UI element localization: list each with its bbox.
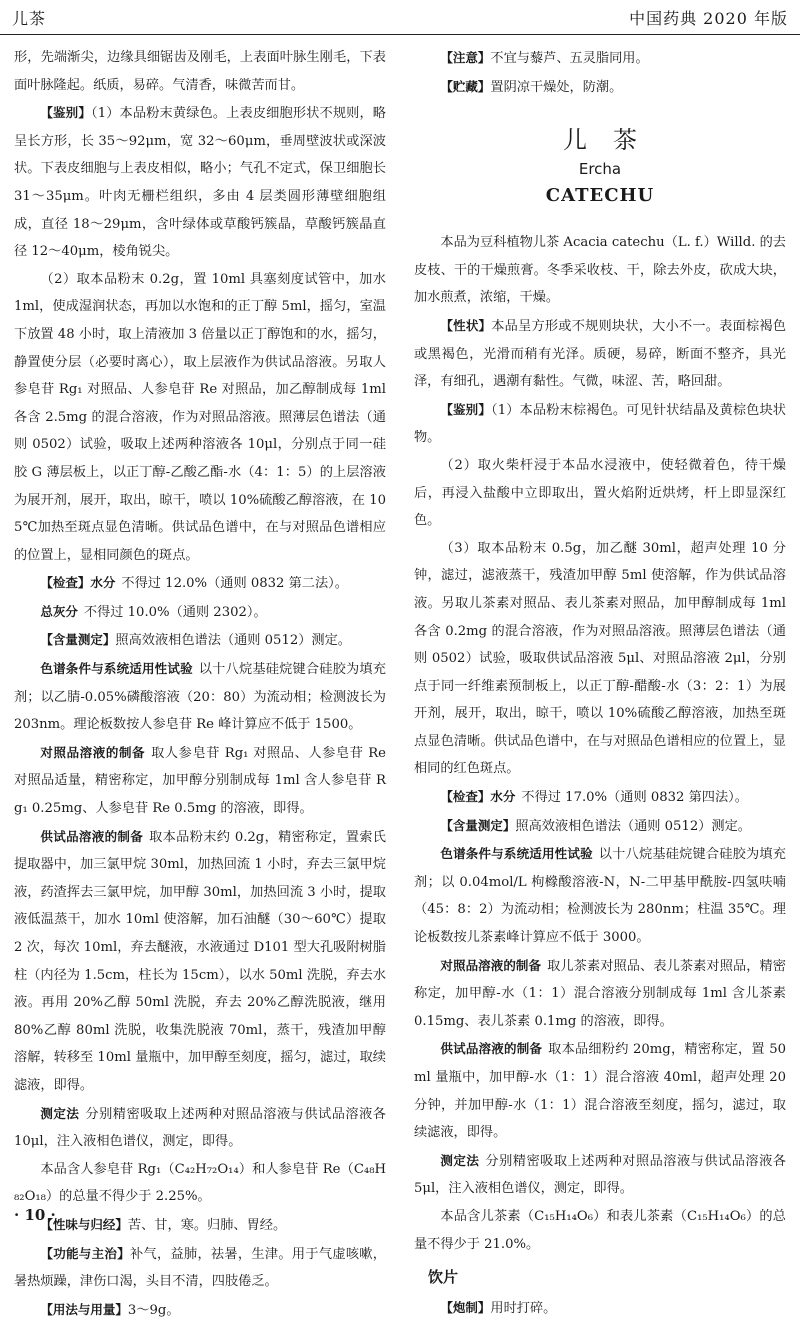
section-tag: 【含量测定】 bbox=[40, 632, 116, 648]
section-heading-decoction-pieces: 饮片 bbox=[428, 1268, 459, 1287]
paragraph: 对照品溶液的制备 取儿茶素对照品、表儿茶素对照品，精密称定，加甲醇-水（1：1）混合溶液分别制成每 1ml 含儿茶素 0.15mg、表儿茶素 0.1mg 的溶液，即得。 bbox=[414, 957, 786, 1029]
paragraph-identification: 【鉴别】（1）本品粉末棕褐色。可见针状结晶及黄棕色块状物。 bbox=[414, 401, 786, 446]
section-tag: 【性状】 bbox=[440, 317, 492, 333]
section-tag: 【用法与用量】 bbox=[40, 1301, 128, 1317]
paragraph: 测定法 分别精密吸取上述两种对照品溶液与供试品溶液各 10μl，注入液相色谱仪，测定，即得。 bbox=[14, 1105, 386, 1150]
subsection-label: 色谱条件与系统适用性试验 bbox=[40, 661, 193, 677]
section-tag: 【注意】 bbox=[440, 50, 491, 65]
paragraph-source: 本品为豆科植物儿茶 Acacia catechu（L. f.）Willd. 的去皮枝、干的干燥煎膏。冬季采收枝、干，除去外皮，砍成大块，加水煎煮，浓缩，干燥。 bbox=[414, 235, 786, 306]
left-column bbox=[14, 44, 386, 1324]
subsection-label: 对照品溶液的制备 bbox=[440, 957, 542, 973]
paragraph-caution: 【注意】不宜与藜芦、五灵脂同用。 bbox=[440, 50, 649, 66]
section-tag: 【检查】 bbox=[40, 575, 91, 591]
paragraph-processing: 【炮制】用时打碎。 bbox=[440, 1299, 557, 1316]
paragraph-assay: 【含量测定】照高效液相色谱法（通则 0512）测定。 bbox=[40, 632, 351, 649]
subsection-label: 供试品溶液的制备 bbox=[40, 828, 144, 844]
title-chinese: 儿茶 bbox=[563, 126, 663, 155]
page-number: · 10 · bbox=[14, 1206, 56, 1224]
paragraph-assay: 【含量测定】照高效液相色谱法（通则 0512）测定。 bbox=[440, 817, 751, 834]
paragraph-inspection: 【检查】水分 不得过 12.0%（通则 0832 第二法）。 bbox=[40, 575, 348, 592]
subsection-label: 对照品溶液的制备 bbox=[40, 744, 146, 760]
title-pinyin: Ercha bbox=[578, 160, 622, 179]
section-tag: 【鉴别】 bbox=[40, 105, 91, 121]
title-english: CATECHU bbox=[545, 185, 655, 207]
subsection-label: 测定法 bbox=[440, 1152, 480, 1168]
section-tag: 【检查】 bbox=[440, 789, 491, 805]
paragraph: （2）取本品粉末 0.2g，置 10ml 具塞刻度试管中，加水 1ml，使成湿润状态，再加以水饱和的正丁醇 5ml，摇匀，室温下放置 48 小时，取上清液加 3 倍量以正丁醇饱和的水，摇匀，静置使分层（必要时离心），取上层液作为供试品溶液。另取人参皂苷 Rg₁ 对照品、人参皂苷 Re 对照品，加乙醇制成每 1ml 各含 2.5mg 的混合溶液，作为对照品溶液。照薄层色谱法（通则 0502）试验，吸取上述两种溶液各 10μl，分别点于同一硅胶 G 薄层板上，以正丁醇-乙酸乙酯-水（4：1：5）的上层溶液为展开剂，展开，取出，晾干，喷以 10%硫酸乙醇溶液，在 105℃加热至斑点显色清晰。供试品色谱中，在与对照品色谱相应的位置上，显相同颜色的斑点。 bbox=[14, 271, 386, 563]
paragraph: （2）取火柴杆浸于本品水浸液中，使轻微着色，待干燥后，再浸入盐酸中立即取出，置火焰附近烘烤，杆上即显深红色。 bbox=[414, 457, 786, 529]
paragraph: 色谱条件与系统适用性试验 以十八烷基硅烷键合硅胶为填充剂；以乙腈-0.05%磷酸溶液（20：80）为流动相；检测波长为 203nm。理论板数按人参皂苷 Re 峰计算应不低于 1500。 bbox=[14, 661, 386, 733]
paragraph-dosage: 【用法与用量】3～9g。 bbox=[40, 1301, 180, 1318]
paragraph: 对照品溶液的制备 取人参皂苷 Rg₁ 对照品、人参皂苷 Re 对照品适量，精密称定，加甲醇分别制成每 1ml 含人参皂苷 Rg₁ 0.25mg、人参皂苷 Re 0.5mg 的溶液，即得。 bbox=[14, 744, 386, 817]
paragraph: 供试品溶液的制备 取本品粉末约 0.2g，精密称定，置索氏提取器中，加三氯甲烷 30ml，加热回流 1 小时，弃去三氯甲烷液，药渣挥去三氯甲烷，加甲醇 30ml，加热回流 3 小时，提取液低温蒸干，加水 10ml 使溶解，加石油醚（30～60℃）提取 2 次，每次 10ml，弃去醚液，水液通过 D101 型大孔吸附树脂柱（内径为 1.5cm，柱长为 15cm），以水 50ml 洗脱，弃去水液。再用 20%乙醇 50ml 洗脱，弃去 20%乙醇洗脱液，继用 80%乙醇 80ml 洗脱，收集洗脱液 70ml，蒸干，残渣加甲醇溶解，转移至 10ml 量瓶中，加甲醇至刻度，摇匀，滤过，取续滤液，即得。 bbox=[14, 828, 386, 1093]
monograph-title bbox=[414, 123, 786, 211]
subsection-label: 供试品溶液的制备 bbox=[440, 1041, 543, 1057]
paragraph: 形，先端渐尖，边缘具细锯齿及刚毛，上表面叶脉生刚毛，下表面叶脉隆起。纸质，易碎。气清香，味微苦而甘。 bbox=[14, 50, 386, 93]
paragraph-description: 【性状】本品呈方形或不规则块状，大小不一。表面棕褐色或黑褐色，光滑而稍有光泽。质硬，易碎，断面不整齐，具光泽，有细孔，遇潮有黏性。气微，味涩、苦，略回甜。 bbox=[414, 317, 786, 390]
section-tag: 【贮藏】 bbox=[440, 78, 491, 94]
page-header bbox=[0, 0, 800, 35]
paragraph: 本品含人参皂苷 Rg₁（C₄₂H₇₂O₁₄）和人参皂苷 Re（C₄₈H₈₂O₁₈）的总量不得少于 2.25%。 bbox=[14, 1161, 386, 1205]
paragraph: 测定法 分别精密吸取上述两种对照品溶液与供试品溶液各 5μl，注入液相色谱仪，测定，即得。 bbox=[414, 1152, 786, 1197]
subsection-label: 总灰分 bbox=[40, 603, 78, 619]
right-column bbox=[414, 44, 786, 1322]
paragraph-nature: 【性味与归经】苦、甘，寒。归肺、胃经。 bbox=[40, 1216, 287, 1233]
paragraph: 色谱条件与系统适用性试验 以十八烷基硅烷键合硅胶为填充剂；以 0.04mol/L 枸橼酸溶液-N，N-二甲基甲酰胺-四氢呋喃（45：8：2）为流动相；检测波长为 280nm；柱温 35℃。理论板数按儿茶素峰计算应不低于 3000。 bbox=[414, 846, 786, 946]
paragraph: 供试品溶液的制备 取本品细粉约 20mg，精密称定，置 50ml 量瓶中，加甲醇-水（1：1）混合溶液 40ml，超声处理 20 分钟，并加甲醇-水（1：1）混合溶液至刻度，摇匀，滤过，取续滤液，即得。 bbox=[414, 1041, 786, 1141]
subsection-label: 水分 bbox=[90, 575, 116, 591]
section-tag: 【鉴别】 bbox=[440, 401, 491, 417]
section-tag: 【性味与归经】 bbox=[40, 1216, 128, 1232]
paragraph-function: 【功能与主治】补气，益肺，祛暑，生津。用于气虚咳嗽，暑热烦躁，津伤口渴，头目不清，四肢倦乏。 bbox=[14, 1245, 386, 1290]
paragraph-inspection: 【检查】水分 不得过 17.0%（通则 0832 第四法）。 bbox=[440, 789, 748, 806]
paragraph: （3）取本品粉末 0.5g，加乙醚 30ml，超声处理 10 分钟，滤过，滤液蒸干，残渣加甲醇 5ml 使溶解，作为供试品溶液。另取儿茶素对照品、表儿茶素对照品，加甲醇制成每 1ml 各含 0.2mg 的混合溶液，作为对照品溶液。照薄层色谱法（通则 0502）试验，吸取供试品溶液 5μl、对照品溶液 2μl，分别点于同一纤维素预制板上，以正丁醇-醋酸-水（3：2：1）为展开剂，展开，取出，晾干，喷以 10%硫酸乙醇溶液，加热至斑点显色清晰。供试品色谱中，在与对照品色谱相应的位置上，显相同的红色斑点。 bbox=[414, 540, 786, 777]
paragraph: 本品含儿茶素（C₁₅H₁₄O₆）和表儿茶素（C₁₅H₁₄O₆）的总量不得少于 21.0%。 bbox=[414, 1208, 786, 1252]
paragraph: 总灰分 不得过 10.0%（通则 2302）。 bbox=[40, 603, 267, 620]
subsection-label: 测定法 bbox=[40, 1105, 80, 1121]
paragraph-storage: 【贮藏】置阴凉干燥处，防潮。 bbox=[440, 78, 623, 95]
subsection-label: 水分 bbox=[490, 789, 516, 805]
section-tag: 【含量测定】 bbox=[440, 817, 516, 833]
header-book-title: 中国药典 2020 年版 bbox=[629, 9, 788, 28]
header-running-title: 儿茶 bbox=[12, 9, 47, 28]
subsection-label: 色谱条件与系统适用性试验 bbox=[440, 846, 593, 862]
section-tag: 【炮制】 bbox=[440, 1299, 491, 1315]
section-tag: 【功能与主治】 bbox=[40, 1245, 130, 1261]
paragraph-identification: 【鉴别】（1）本品粉末黄绿色。上表皮细胞形状不规则，略呈长方形，长 35～92μm，宽 32～60μm，垂周壁波状或深波状。下表皮细胞与上表皮相似，略小；气孔不定式，保卫细胞长 31～35μm。叶肉无栅栏组织，多由 4 层类圆形薄壁细胞组成，直径 18～29μm，含叶绿体或草酸钙簇晶，草酸钙簇晶直径 12～40μm，棱角锐尖。 bbox=[14, 105, 386, 260]
